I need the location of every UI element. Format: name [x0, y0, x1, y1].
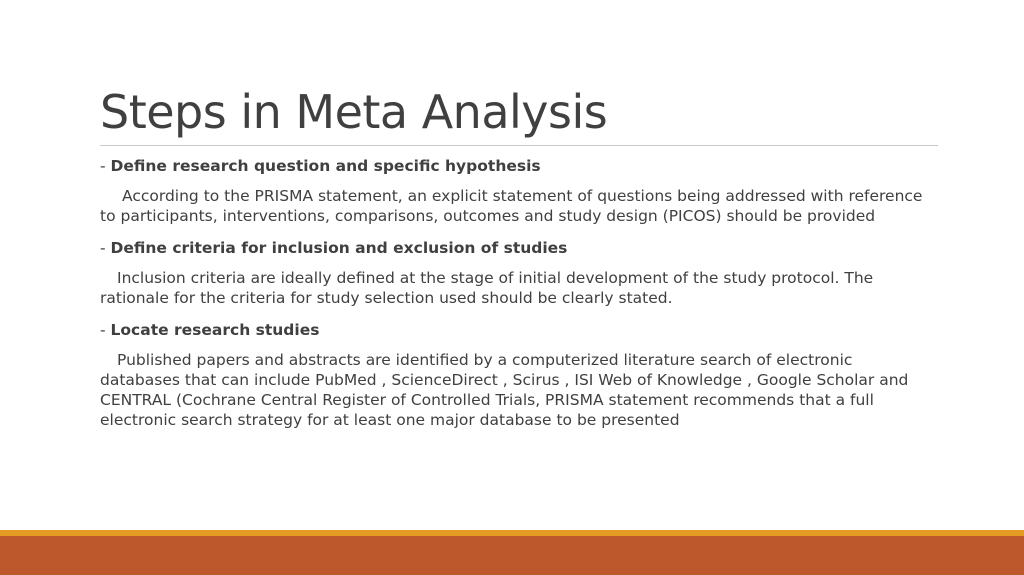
section-heading	[100, 320, 930, 340]
section-body: Published papers and abstracts are identified by a computerized literature search of electronic databases that can include PubMed , ScienceDirect , Scirus , ISI Web of Knowledge , Google Scholar and CENTRAL (Cochrane Central Register of Controlled Trials, PRISMA statement recommends that a full electronic search strategy for at least one major database to be presented	[100, 351, 909, 429]
slide-content	[100, 156, 930, 442]
section-body: According to the PRISMA statement, an explicit statement of questions being addressed with reference to participants, interventions, comparisons, outcomes and study design (PICOS) should be provided	[100, 187, 923, 225]
section-inclusion-criteria	[100, 238, 930, 308]
section-body: Inclusion criteria are ideally defined at the stage of initial development of the study protocol. The rationale for the criteria for study selection used should be clearly stated.	[100, 269, 874, 307]
section-heading	[100, 156, 930, 176]
heading-text: Define research question and specific hypothesis	[110, 157, 541, 175]
title-divider	[100, 145, 938, 146]
heading-dash: -	[100, 321, 111, 339]
heading-text: Define criteria for inclusion and exclusion of studies	[110, 239, 568, 257]
heading-dash: -	[100, 239, 111, 257]
section-locate-studies	[100, 320, 930, 430]
section-research-question	[100, 156, 930, 226]
heading-dash: -	[100, 157, 111, 175]
section-heading	[100, 238, 930, 258]
slide-title: Steps in Meta Analysis	[100, 85, 608, 139]
footer-band	[0, 536, 1024, 575]
heading-text: Locate research studies	[110, 321, 320, 339]
